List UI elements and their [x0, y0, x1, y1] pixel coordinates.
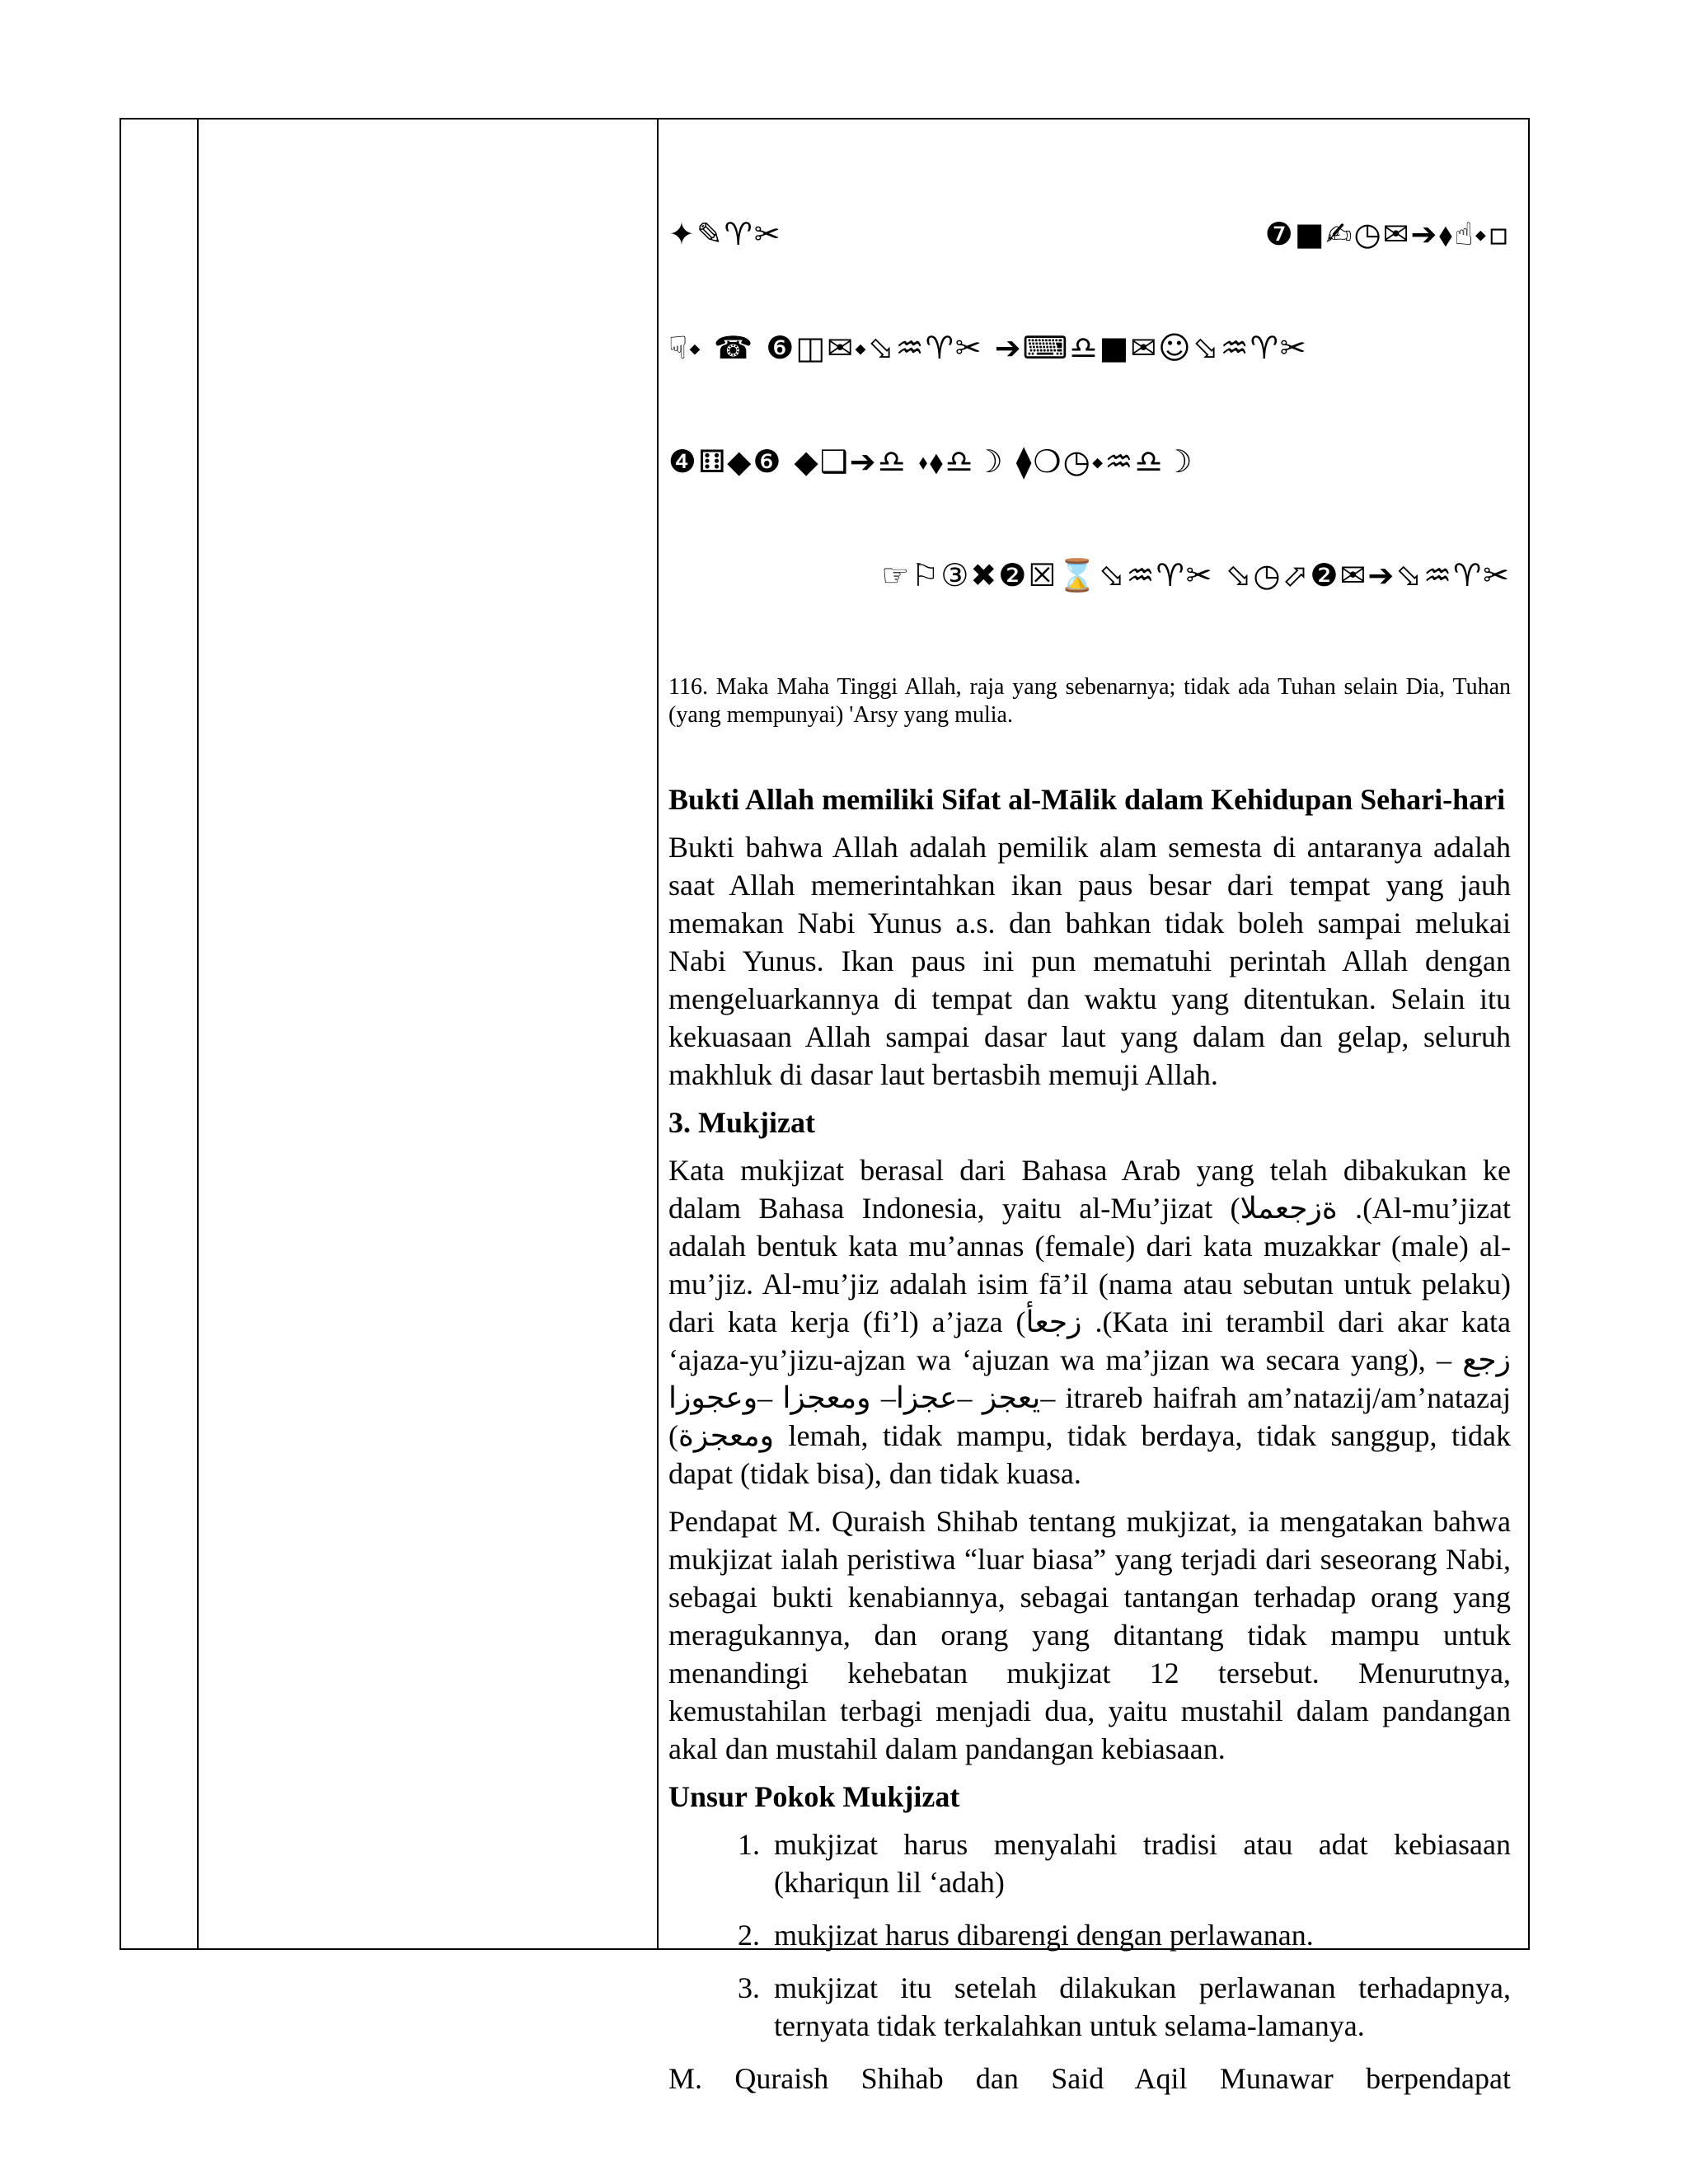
dingbat-line-left: ☟⬩ ☎ ❻◫✉⬩⬂♒♈✂ ➔⌨♎■✉☺⬂♒♈✂: [668, 330, 1308, 366]
paragraph-bukti: Bukti bahwa Allah adalah pemilik alam semesta di antaranya adalah saat Allah memerintahkan ikan paus besar dari tempat yang jauh memakan Nabi Yunus a.s. dan bahkan tidak boleh sampai melukai Nabi Yunus. Ikan paus ini pun mematuhi perintah Allah dengan mengeluarkannya di tempat dan waktu yang ditentukan. Selain itu kekuasaan Allah sampai dasar laut yang dalam dan gelap, seluruh makhluk di dasar laut bertasbih memuji Allah.: [668, 831, 1511, 1091]
heading-mukjizat: 3. Mukjizat: [668, 1106, 815, 1139]
dingbat-line: [668, 556, 1511, 594]
column-divider: [657, 120, 659, 1948]
verse-translation: 116. Maka Maha Tinggi Allah, raja yang sebenarnya; tidak ada Tuhan selain Dia, Tuhan (yang mempunyai) 'Arsy yang mulia.: [668, 674, 1511, 728]
column-divider: [197, 120, 199, 1948]
paragraph-last: M. Quraish Shihab dan Said Aqil Munawar berpendapat: [668, 2062, 1511, 2095]
dingbat-line-left: ✦✎♈✂: [668, 216, 782, 252]
paragraph-quraish: Pendapat M. Quraish Shihab tentang mukjizat, ia mengatakan bahwa mukjizat ialah peristiwa “luar biasa” yang terjadi dari seseorang Nabi, sebagai bukti kenabiannya, sebagai tantangan terhadap orang yang meragukannya, dan orang yang ditantang tidak mampu untuk menandingi kehebatan mukjizat 12 tersebut. Menurutnya, kemustahilan terbagi menjadi dua, yaitu mustahil dalam pandangan akal dan mustahil dalam pandangan kebiasaan.: [668, 1505, 1511, 1765]
heading-unsur-pokok: Unsur Pokok Mukjizat: [668, 1780, 960, 1813]
dingbat-line-right: ❼■✍◷✉➔⬧☝⬩▫: [1264, 216, 1511, 252]
dingbat-line-left: ❹⚅◆❻ ◆❑➔♎ ⬪⬧♎☽ ⧫❍◷⬩♒♎☽: [668, 443, 1194, 480]
content-cell: [668, 139, 1511, 2097]
dingbat-line: [668, 329, 1511, 367]
unsur-list: [668, 1825, 1511, 2045]
dingbat-line-right: ☞⚐③✖❷☒⌛⬂♒♈✂ ⬂◷⬀❷✉➔⬂♒♈✂: [881, 557, 1511, 593]
dingbat-line: [668, 215, 1511, 253]
table-frame: [120, 118, 1530, 2095]
paragraph-mukjizat: Kata mukjizat berasal dari Bahasa Arab yang telah dibakukan ke dalam Bahasa Indonesia, yaitu al-Mu’jizat (ةزجعملا .(Al-mu’jizat adalah bentuk kata mu’annas (female) dari kata muzakkar (male) al-mu’jiz. Al-mu’jiz adalah isim fā’il (nama atau sebutan untuk pelaku) dari kata kerja (fi’l) a’jaza (زجعأ .(Kata ini terambil dari akar kata ‘ajaza-yu’jizu-ajzan wa ‘ajuzan wa ma’jizan wa secara yang), زجع – يعجز –عجزا– ومعجزا –وعجوزا– itrareb haifrah am’natazij/am’natazaj (ومعجزة lemah, tidak mampu, tidak berdaya, tidak sanggup, tidak dapat (tidak bisa), dan tidak kuasa.: [668, 1154, 1511, 1490]
arabic-verse-dingbats: [668, 139, 1511, 670]
list-item: 3. mukjizat itu setelah dilakukan perlawanan terhadapnya, ternyata tidak terkalahkan untuk selama-lamanya.: [767, 1969, 1511, 2045]
list-item: 1. mukjizat harus menyalahi tradisi atau adat kebiasaan (khariqun lil ‘adah): [767, 1825, 1511, 1901]
list-item: 2. mukjizat harus dibarengi dengan perlawanan.: [767, 1916, 1511, 1954]
heading-bukti: Bukti Allah memiliki Sifat al-Mālik dalam Kehidupan Sehari-hari: [668, 783, 1506, 816]
dingbat-line: [668, 443, 1511, 480]
